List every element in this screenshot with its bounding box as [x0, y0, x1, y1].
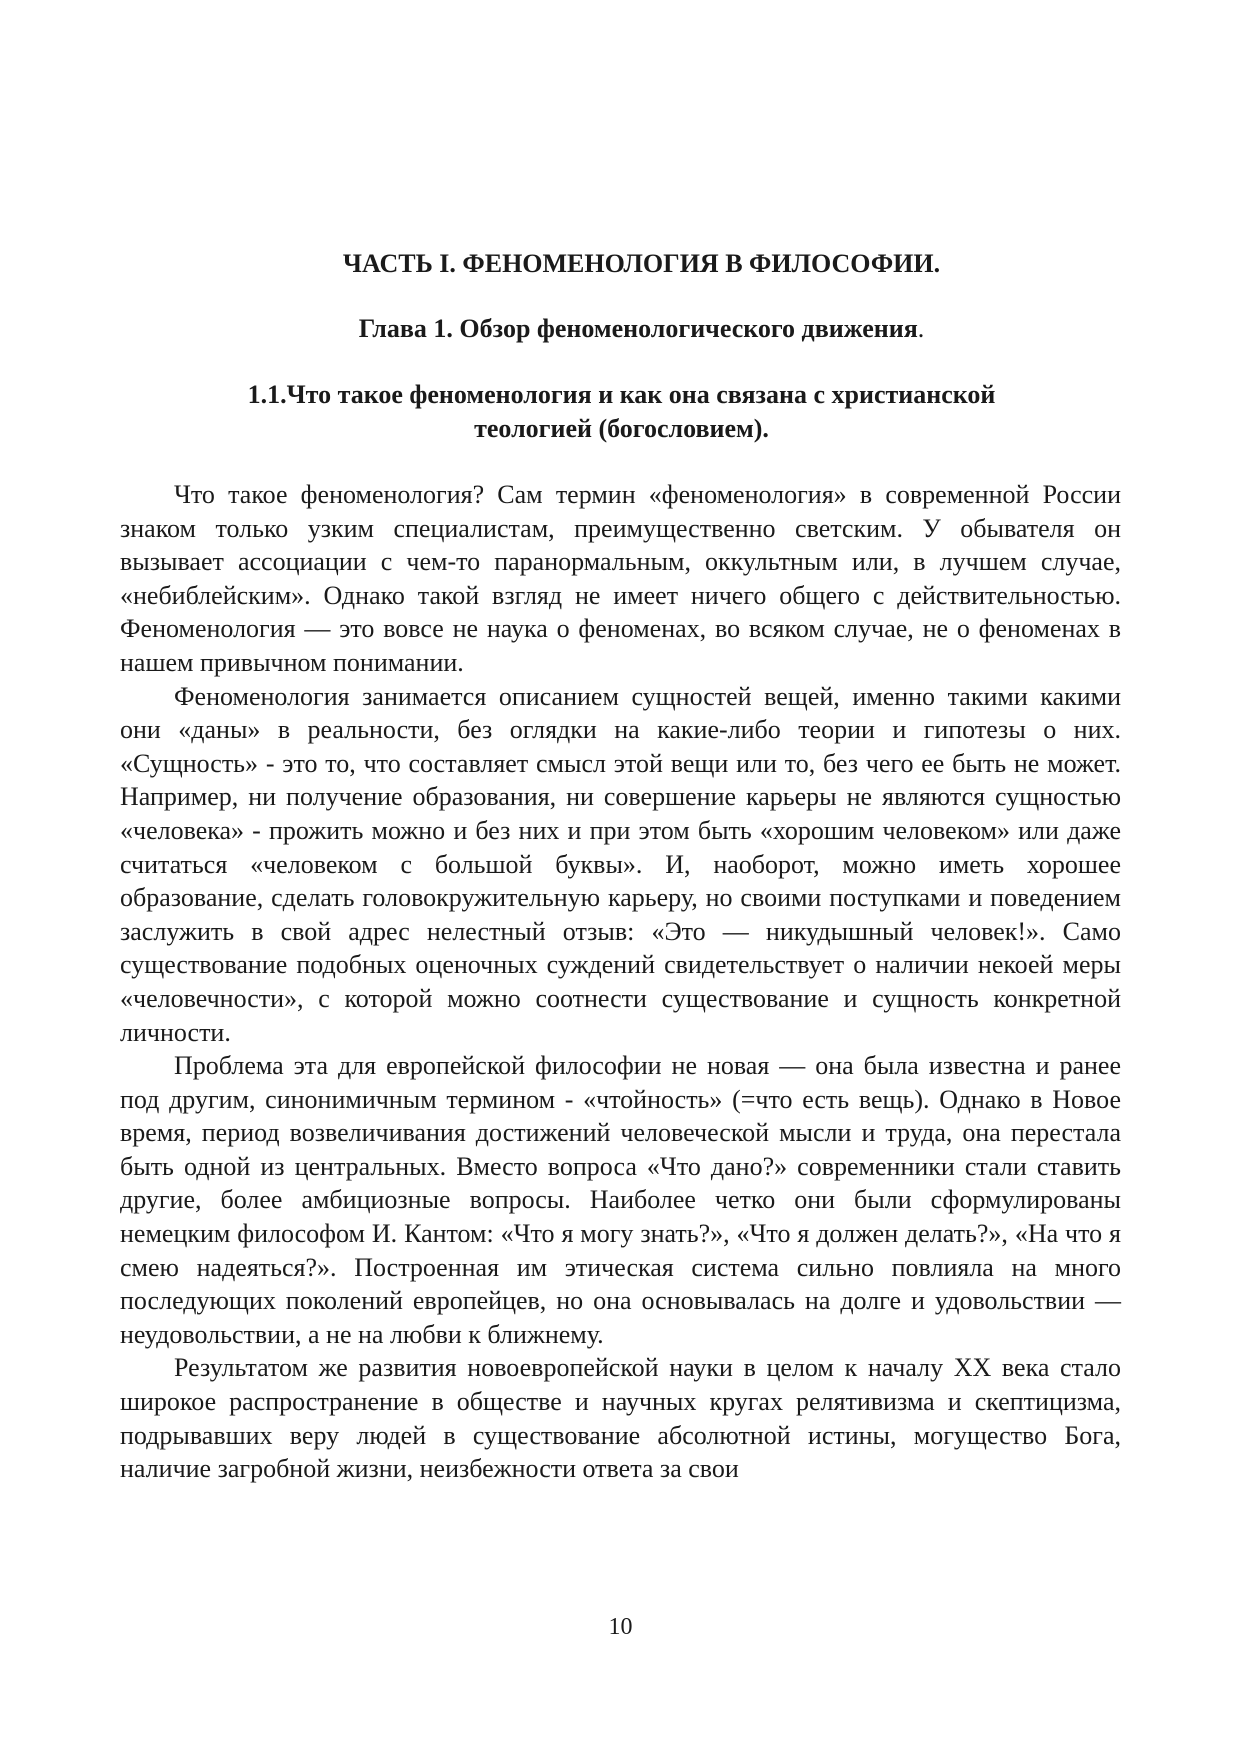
chapter-title-period: .: [917, 314, 925, 343]
section-title-line-2: теологией (богословием).: [474, 414, 769, 443]
paragraph-2: Феноменология занимается описанием сущностей вещей, именно такими какими они «даны» в реальности, без оглядки на какие-либо теории и гипотезы о них. «Сущность» - это то, что составляет смысл этой вещи или то, без чего ее быть не может. Например, ни получение образования, ни совершение карьеры не являются сущностью «человека» - прожить можно и без них и при этом быть «хорошим человеком» или даже считаться «человеком с большой буквы». И, наоборот, можно иметь хорошее образование, сделать головокружительную карьеру, но своими поступками и поведением заслужить в свой адрес нелестный отзыв: «Это — никудышный человек!». Само существование подобных оценочных суждений свидетельствует о наличии некоей меры «человечности», с которой можно соотнести существование и сущность конкретной личности.: [120, 681, 1121, 1047]
body-text: [120, 478, 1121, 1486]
chapter-title: [170, 312, 1113, 346]
chapter-title-text: Глава 1. Обзор феноменологического движения: [358, 314, 918, 343]
section-title-line-1: 1.1.Что такое феноменология и как она связана с христианской: [247, 380, 996, 409]
section-title: [150, 378, 1093, 446]
paragraph-4: Результатом же развития новоевропейской науки в целом к началу XX века стало широкое распространение в обществе и научных кругах релятивизма и скептицизма, подрывавших веру людей в существование абсолютной истины, могущество Бога, наличие загробной жизни, неизбежности ответа за свои: [120, 1353, 1121, 1484]
page-number: 10: [608, 1614, 633, 1640]
paragraph-1: Что такое феноменология? Сам термин «феноменология» в современной России знаком только узким специалистам, преимущественно светским. У обывателя он вызывает ассоциации с чем-то паранормальным, оккультным или, в лучшем случае, «небиблейским». Однако такой взгляд не имеет ничего общего с действительностью. Феноменология — это вовсе не наука о феноменах, во всяком случае, не о феноменах в нашем привычном понимании.: [120, 480, 1121, 677]
part-title: ЧАСТЬ I. ФЕНОМЕНОЛОГИЯ В ФИЛОСОФИИ.: [342, 249, 941, 278]
paragraph-3: Проблема эта для европейской философии не новая — она была известна и ранее под другим, синонимичным термином - «чтойность» (=что есть вещь). Однако в Новое время, период возвеличивания достижений человеческой мысли и труда, она перестала быть одной из центральных. Вместо вопроса «Что дано?» современники стали ставить другие, более амбициозные вопросы. Наиболее четко они были сформулированы немецким философом И. Кантом: «Что я могу знать?», «Что я должен делать?», «На что я смею надеяться?». Построенная им этическая система сильно повлияла на много последующих поколений европейцев, но она основывалась на долге и удовольствии — неудовольствии, а не на любви к ближнему.: [120, 1051, 1121, 1349]
